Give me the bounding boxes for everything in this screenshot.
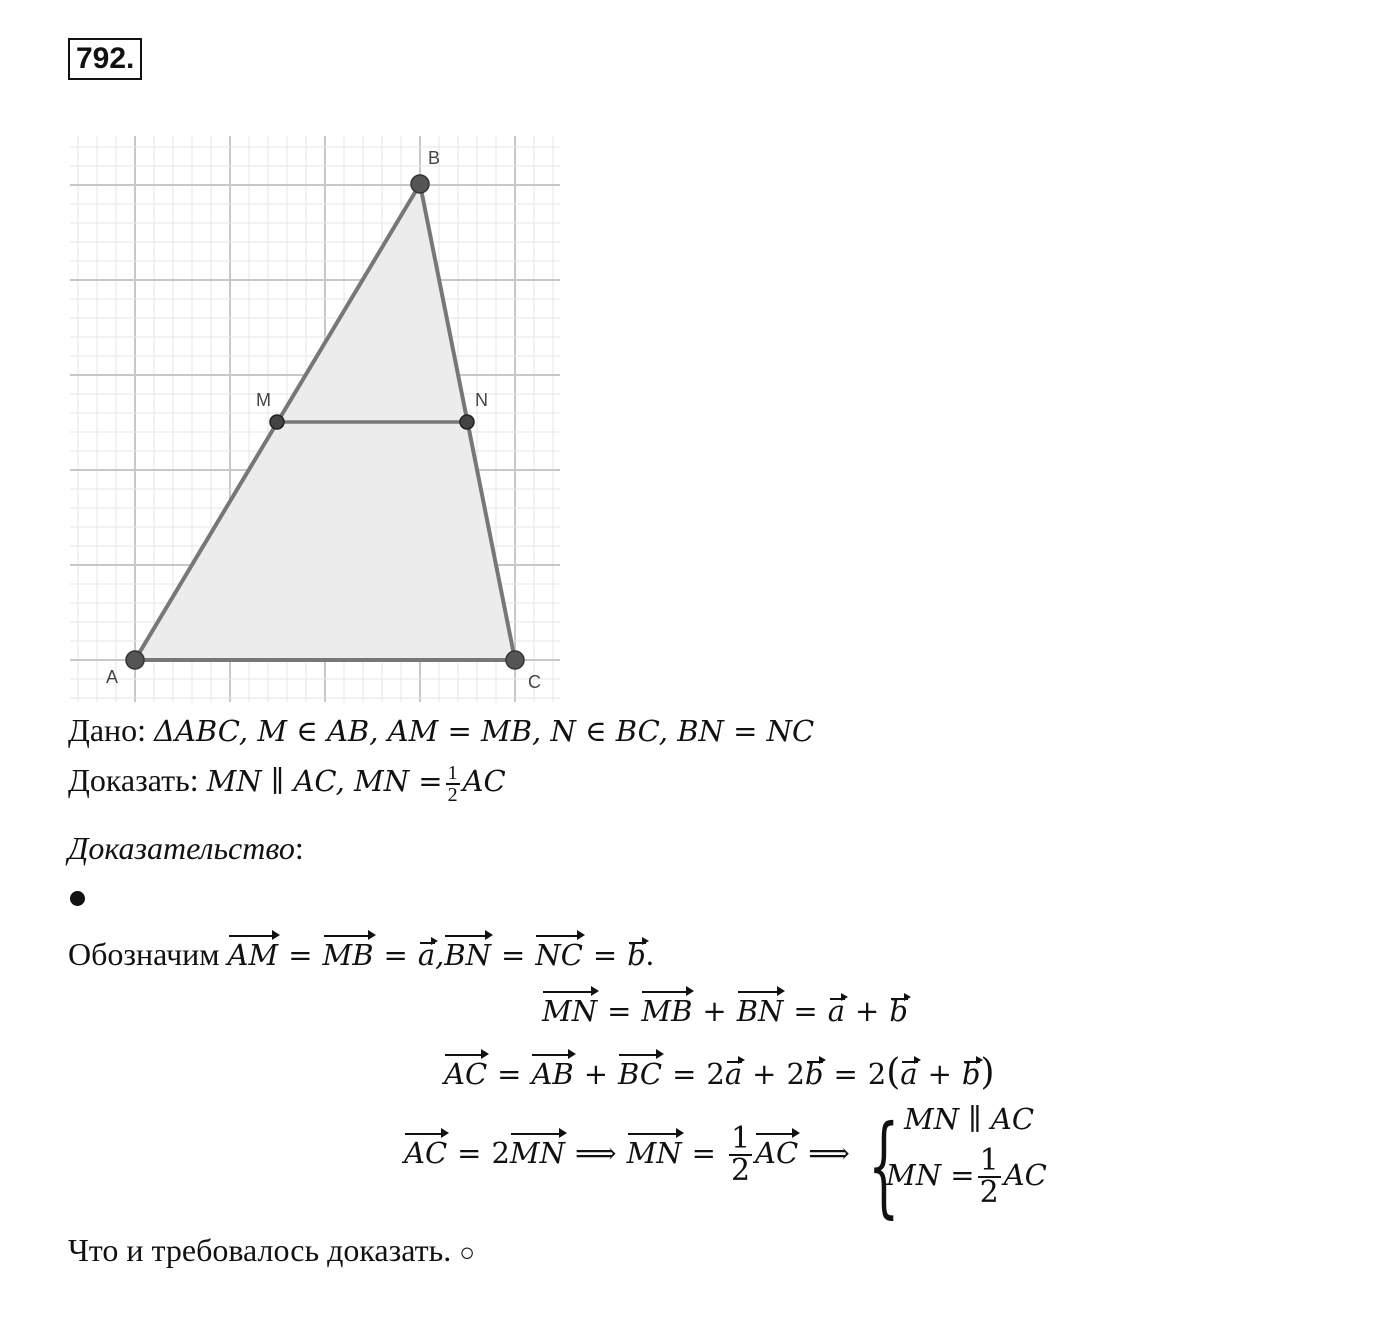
vec-bn: BN	[444, 938, 492, 972]
notation-end: .	[645, 936, 654, 972]
vec-mb: MB	[322, 938, 374, 972]
point-b	[411, 175, 429, 193]
notation-line: Обозначим AM = MB = a,BN = NC = b.	[68, 936, 654, 972]
equation-mn: MN = MB + BN = a + b	[542, 994, 908, 1028]
point-n	[460, 415, 474, 429]
given-line	[68, 712, 814, 749]
label-b: B	[428, 148, 441, 168]
conclusion-text: Что и требовалось доказать.	[68, 1232, 452, 1268]
prove-line	[68, 762, 506, 805]
point-c	[506, 651, 524, 669]
label-a: A	[106, 667, 119, 687]
point-m	[270, 415, 284, 429]
given-text: ΔABC, M ∈ AB, AM = MB, N ∈ BC, BN = NC	[154, 714, 815, 748]
vec-am: AM	[227, 938, 279, 972]
given-label: Дано:	[68, 712, 147, 748]
system-line-1: MN ∥ AC	[904, 1102, 1035, 1136]
label-c: C	[528, 672, 541, 692]
proof-colon: :	[294, 830, 304, 866]
equation-ac: AC = AB + BC = 2a + 2b = 2(a + b)	[444, 1052, 995, 1093]
proof-label: Доказательство	[68, 830, 295, 866]
conclusion-line	[68, 1232, 475, 1269]
vec-b: b	[627, 938, 646, 972]
prove-label: Доказать:	[68, 762, 199, 798]
prove-text-a: MN ∥ AC, MN =	[206, 764, 443, 798]
label-n: N	[475, 390, 488, 410]
prove-fraction: $\frac{1}{2}$	[447, 761, 458, 806]
prove-text-b: AC	[462, 764, 506, 798]
equation-result: AC = 2MN ⟹ MN = $\frac{1}{2}$ AC ⟹	[404, 1121, 850, 1188]
label-m: M	[256, 390, 271, 410]
triangle-figure	[68, 136, 568, 706]
vec-a: a	[417, 938, 436, 972]
notation-lead: Обозначим	[68, 936, 220, 972]
problem-number: 792.	[68, 38, 142, 80]
point-a	[126, 651, 144, 669]
system-line-2: MN = $\frac{1}{2}$ AC	[886, 1143, 1047, 1210]
end-of-proof-mark: ○	[459, 1238, 475, 1267]
vec-nc: NC	[535, 938, 583, 972]
proof-heading	[68, 830, 304, 867]
bullet	[70, 891, 85, 906]
system-brace: {	[868, 1101, 900, 1229]
